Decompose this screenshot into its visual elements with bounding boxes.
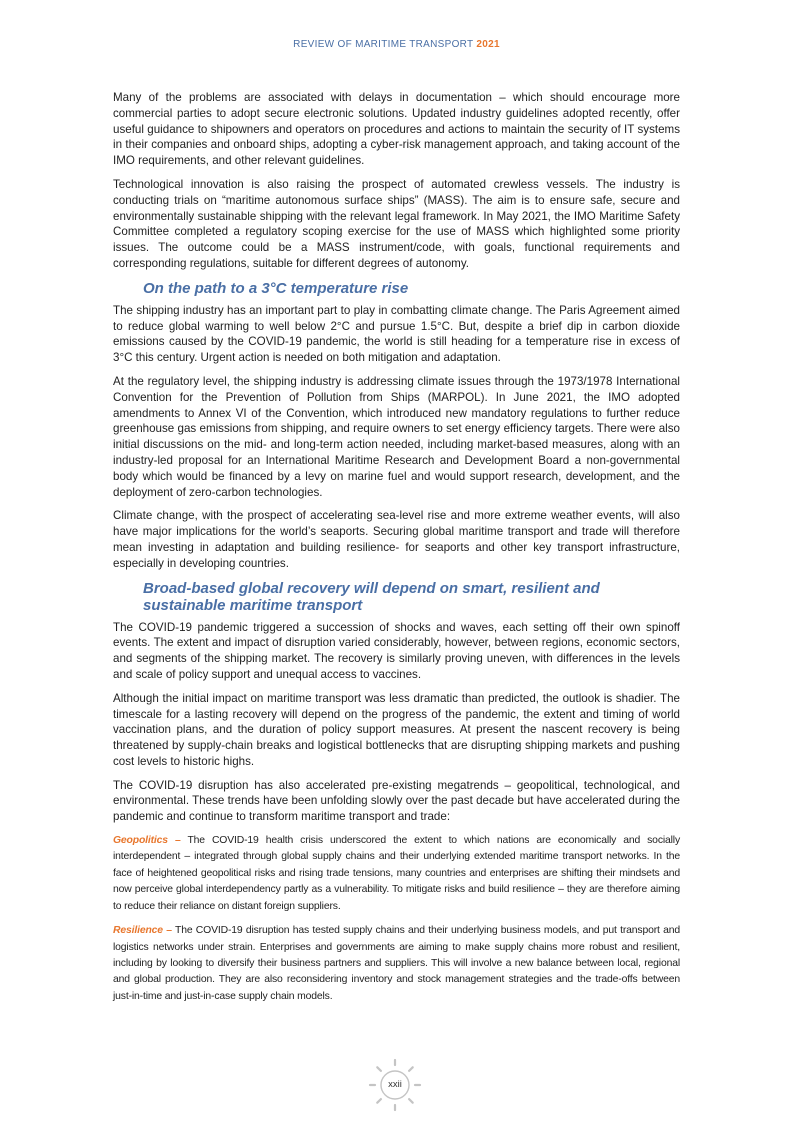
resilience-item <box>113 923 680 1005</box>
section-heading: On the path to a 3°C temperature rise <box>143 279 409 297</box>
page-body <box>113 90 680 1013</box>
geopolitics-item <box>113 833 680 915</box>
page-number-badge <box>360 1050 430 1120</box>
resilience-text: The COVID-19 disruption has tested supply chains and their underlying business models, and put transport and logistics networks under strain. Enterprises and governments are aiming to make supply chains more robust and resilient, including by looking to diversify their business partners and suppliers. This will involve a new balance between local, regional and global production. They are also reconsidering inventory and stock management strategies and the trade-offs between just-in-time and just-in-case supply chain models. <box>113 925 680 1002</box>
page-number: xxii <box>388 1079 402 1090</box>
header-year: 2021 <box>476 39 500 50</box>
paragraph: Many of the problems are associated with delays in documentation – which should encourage more commercial parties to adopt secure electronic solutions. Updated industry guidelines adopted recently, offer useful guidance to shipowners and operators on procedures and actions to maintain the security of IT systems in their companies and onboard ships, adopting a cyber-risk management approach, and taking account of the IMO requirements, and other relevant guidelines. <box>113 91 680 168</box>
geopolitics-term: Geopolitics – <box>113 835 181 847</box>
paragraph: The COVID-19 pandemic triggered a succession of shocks and waves, each setting off their own spinoff events. The extent and impact of disruption varied considerably, however, between regions, economic sectors, and segments of the shipping market. The recovery is similarly proving uneven, with differences in the levels and scale of policy support and unequal access to vaccines. <box>113 620 680 681</box>
header-title: REVIEW OF MARITIME TRANSPORT <box>293 39 474 50</box>
geopolitics-text: The COVID-19 health crisis underscored the extent to which nations are economically and socially interdependent – integrated through global supply chains and their underlying extended maritime transport networks. In the face of heightened geopolitical risks and rising trade tensions, many countries and enterprises are shifting their mindsets and now perceive global interdependency partly as a vulnerability. To mitigate risks and build resilience – they are therefore aiming to reduce their reliance on distant foreign suppliers. <box>113 835 681 912</box>
paragraph: Technological innovation is also raising the prospect of automated crewless vessels. The industry is conducting trials on “maritime autonomous surface ships” (MASS). The aim is to ensure safe, secure and environmentally sustainable shipping with the relevant legal framework. In May 2021, the IMO Maritime Safety Committee completed a regulatory scoping exercise for the use of MASS which highlighted some priority issues. The outcome could be a MASS instrument/code, with goals, functional requirements and corresponding regulations, suitable for different degrees of autonomy. <box>113 177 680 270</box>
paragraph: At the regulatory level, the shipping industry is addressing climate issues through the 1973/1978 International Convention for the Prevention of Pollution from Ships (MARPOL). In June 2021, the IMO adopted amendments to Annex VI of the Convention, which introduced new mandatory regulations to further reduce greenhouse gas emissions from shipping, and require owners to set energy efficiency targets. There were also initial discussions on the mid- and long-term action needed, including market-based measures, along with an industry-led proposal for an International Maritime Research and Development Board a non-governmental body which would be financed by a levy on marine fuel and would support research, development, and the deployment of zero-carbon technologies. <box>113 374 680 499</box>
paragraph: The shipping industry has an important part to play in combatting climate change. The Paris Agreement aimed to reduce global warming to well below 2°C and pursue 1.5°C. But, despite a brief dip in carbon dioxide emissions caused by the COVID-19 pandemic, the world is still heading for a temperature rise in excess of 3°C this century. Urgent action is needed on both mitigation and adaptation. <box>113 303 680 365</box>
paragraph: Although the initial impact on maritime transport was less dramatic than predicted, the outlook is shadier. The timescale for a lasting recovery will depend on the progress of the pandemic, the extent and timing of world vaccination plans, and the duration of policy support measures. At present the nascent recovery is being threatened by supply-chain breaks and logistical bottlenecks that are disrupting shipping markets and pushing cost levels to historic highs. <box>113 691 680 768</box>
paragraph: The COVID-19 disruption has also accelerated pre-existing megatrends – geopolitical, technological, and environmental. These trends have been unfolding slowly over the past decade but have accelerated during the pandemic and continue to transform maritime transport and trade: <box>113 778 680 824</box>
section-heading: Broad-based global recovery will depend on smart, resilient and sustainable maritime transport <box>143 579 600 614</box>
running-header <box>0 39 793 50</box>
resilience-term: Resilience – <box>113 925 172 937</box>
paragraph: Climate change, with the prospect of accelerating sea-level rise and more extreme weather events, will also have major implications for the world’s seaports. Securing global maritime transport and trade will therefore mean investing in adaptation and building resilience- for seaports and other key transport infrastructure, especially in developing countries. <box>113 509 680 570</box>
